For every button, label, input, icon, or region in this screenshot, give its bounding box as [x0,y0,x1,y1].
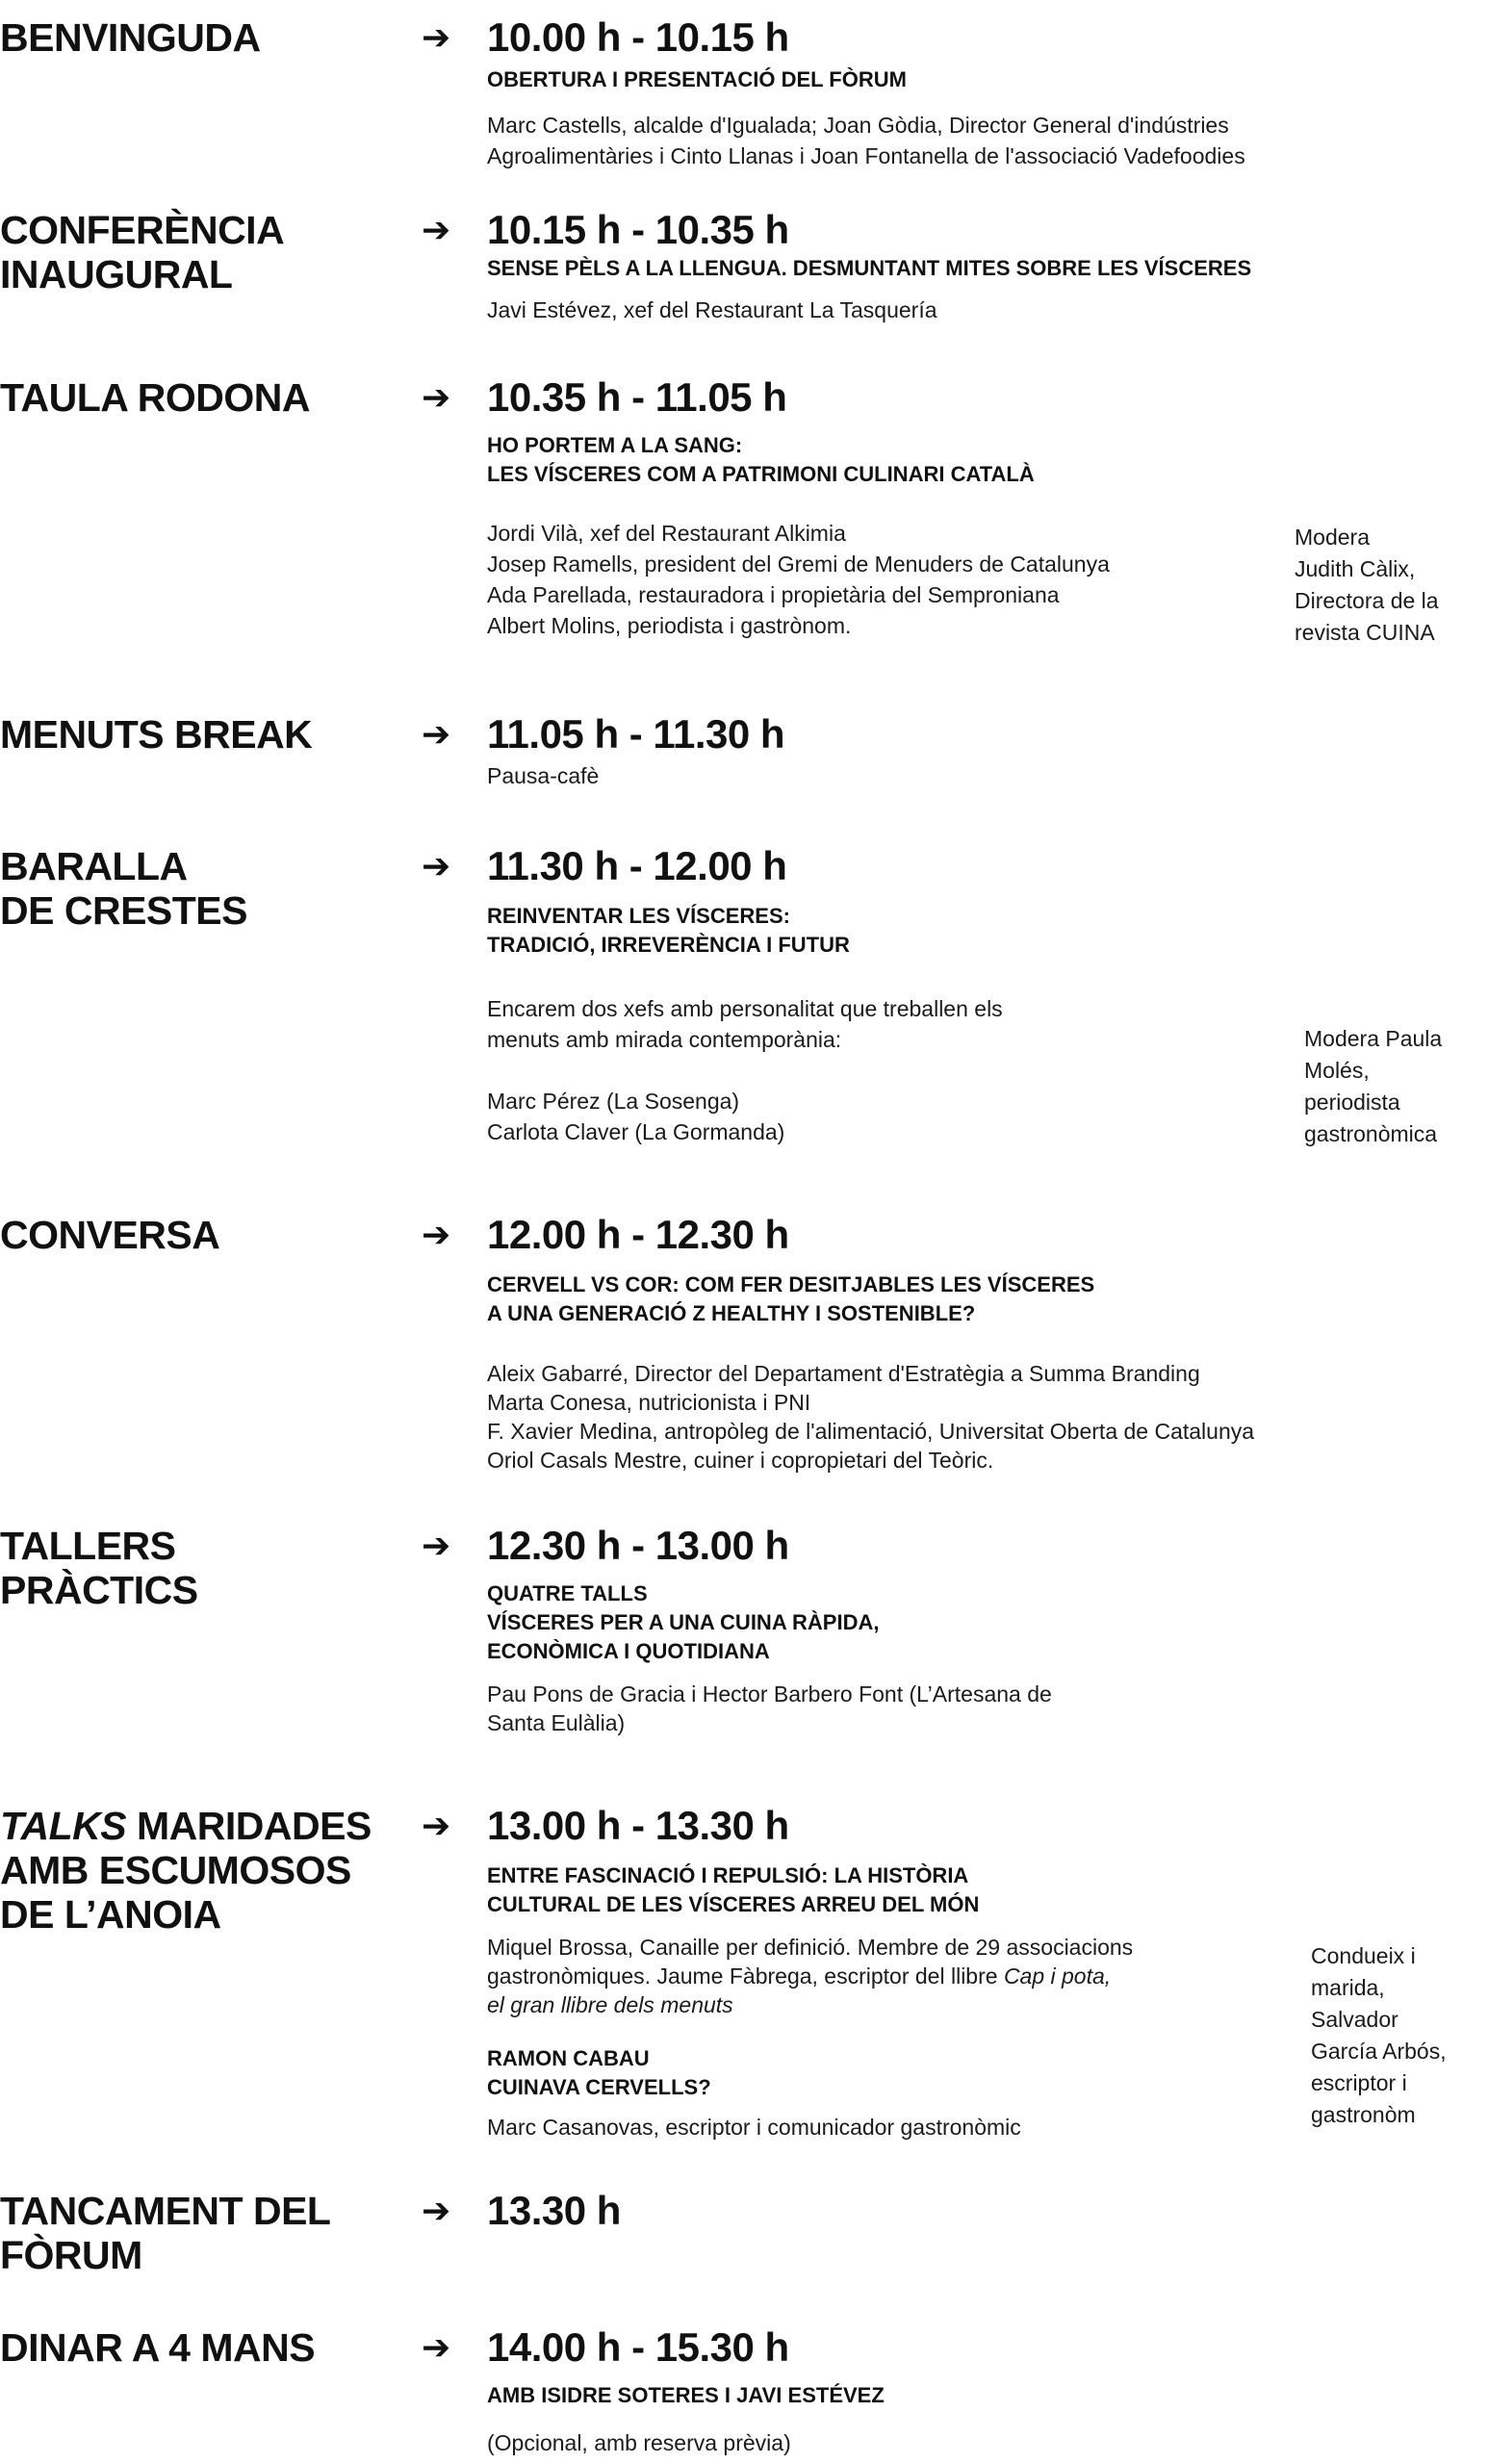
speakers: Jordi Vilà, xef del Restaurant Alkimia Josep Ramells, president del Gremi de Menuders de Catalunya Ada Parellada, restauradora i propietària del Semproniana Albert Molins, periodista i gastrònom. [487,521,1110,638]
arrow-icon: ➔ [422,714,451,754]
section-title: TANCAMENT DEL FÒRUM [0,2189,331,2277]
moderator: Modera Judith Càlix, Directora de la revista CUINA [1295,525,1439,645]
session-title-2: RAMON CABAU CUINAVA CERVELLS? [487,2046,711,2099]
time-slot: 13.30 h [487,2188,621,2233]
session-title: AMB ISIDRE SOTERES I JAVI ESTÉVEZ [487,2383,885,2407]
arrow-icon: ➔ [422,846,451,886]
section-title: BENVINGUDA [0,15,261,60]
time-slot: 12.30 h - 13.00 h [487,1523,789,1568]
session-note: (Opcional, amb reserva prèvia) [487,2430,791,2455]
time-slot: 10.00 h - 10.15 h [487,14,789,60]
session-title: ENTRE FASCINACIÓ I REPULSIÓ: LA HISTÒRIA CULTURAL DE LES VÍSCERES ARREU DEL MÓN [487,1863,980,1916]
time-slot: 11.30 h - 12.00 h [487,843,787,888]
section-title: CONVERSA [0,1213,220,1257]
speakers: Marc Castells, alcalde d'Igualada; Joan Gòdia, Director General d'indústries Agroalimentàries i Cinto Llanas i Joan Fontanella de l'associació Vadefoodies [487,113,1245,168]
arrow-icon: ➔ [422,1526,451,1565]
speaker-2: Marc Casanovas, escriptor i comunicador gastronòmic [487,2115,1021,2140]
speakers: Aleix Gabarré, Director del Departament d'Estratègia a Summa Branding Marta Conesa, nutricionista i PNI F. Xavier Medina, antropòleg de l'alimentació, Universitat Oberta de Catalunya Oriol Casals Mestre, cuiner i copropietari del Teòric. [487,1361,1255,1473]
host: Condueix i marida, Salvador García Arbós, escriptor i gastronòm [1311,1943,1447,2127]
speakers: Pau Pons de Gracia i Hector Barbero Font (L’Artesana de Santa Eulàlia) [487,1681,1052,1735]
session-title: SENSE PÈLS A LA LLENGUA. DESMUNTANT MITES SOBRE LES VÍSCERES [487,256,1252,280]
section-title: TALKS MARIDADES AMB ESCUMOSOS DE L’ANOIA [0,1804,372,1937]
arrow-icon: ➔ [422,17,451,57]
session-intro: Encarem dos xefs amb personalitat que treballen els menuts amb mirada contemporània: [487,996,1003,1052]
time-slot: 13.00 h - 13.30 h [487,1803,789,1848]
session-note: Pausa-cafè [487,763,600,788]
arrow-icon: ➔ [422,1806,451,1845]
section-title: TAULA RODONA [0,375,310,420]
speaker: Javi Estévez, xef del Restaurant La Tasquería [487,297,937,322]
session-title: CERVELL VS COR: COM FER DESITJABLES LES VÍSCERES A UNA GENERACIÓ Z HEALTHY I SOSTENIBLE? [487,1272,1095,1325]
section-title: TALLERS PRÀCTICS [0,1524,198,1612]
time-slot: 12.00 h - 12.30 h [487,1212,789,1257]
section-title: DINAR A 4 MANS [0,2325,316,2370]
session-title: HO PORTEM A LA SANG: LES VÍSCERES COM A PATRIMONI CULINARI CATALÀ [487,433,1035,486]
time-slot: 10.35 h - 11.05 h [487,374,787,420]
session-title: OBERTURA I PRESENTACIÓ DEL FÒRUM [487,67,907,91]
moderator: Modera Paula Molés, periodista gastronòmica [1304,1026,1443,1146]
speakers: Marc Pérez (La Sosenga) Carlota Claver (La Gormanda) [487,1089,785,1144]
session-title: QUATRE TALLS VÍSCERES PER A UNA CUINA RÀPIDA, ECONÒMICA I QUOTIDIANA [487,1581,880,1663]
section-title: MENUTS BREAK [0,712,313,757]
section-title: BARALLA DE CRESTES [0,844,247,933]
speakers: Miquel Brossa, Canaille per definició. Membre de 29 associacions gastronòmiques. Jaume Fàbrega, escriptor del llibre Cap i pota, el gran llibre dels menuts [487,1935,1134,2017]
time-slot: 11.05 h - 11.30 h [487,711,785,757]
time-slot: 14.00 h - 15.30 h [487,2324,789,2370]
session-title: REINVENTAR LES VÍSCERES: TRADICIÓ, IRREVERÈNCIA I FUTUR [487,904,850,957]
arrow-icon: ➔ [422,1215,451,1254]
arrow-icon: ➔ [422,2191,451,2230]
arrow-icon: ➔ [422,210,451,249]
arrow-icon: ➔ [422,2327,451,2367]
time-slot: 10.15 h - 10.35 h [487,207,789,252]
section-title: CONFERÈNCIA INAUGURAL [0,208,285,296]
arrow-icon: ➔ [422,377,451,417]
